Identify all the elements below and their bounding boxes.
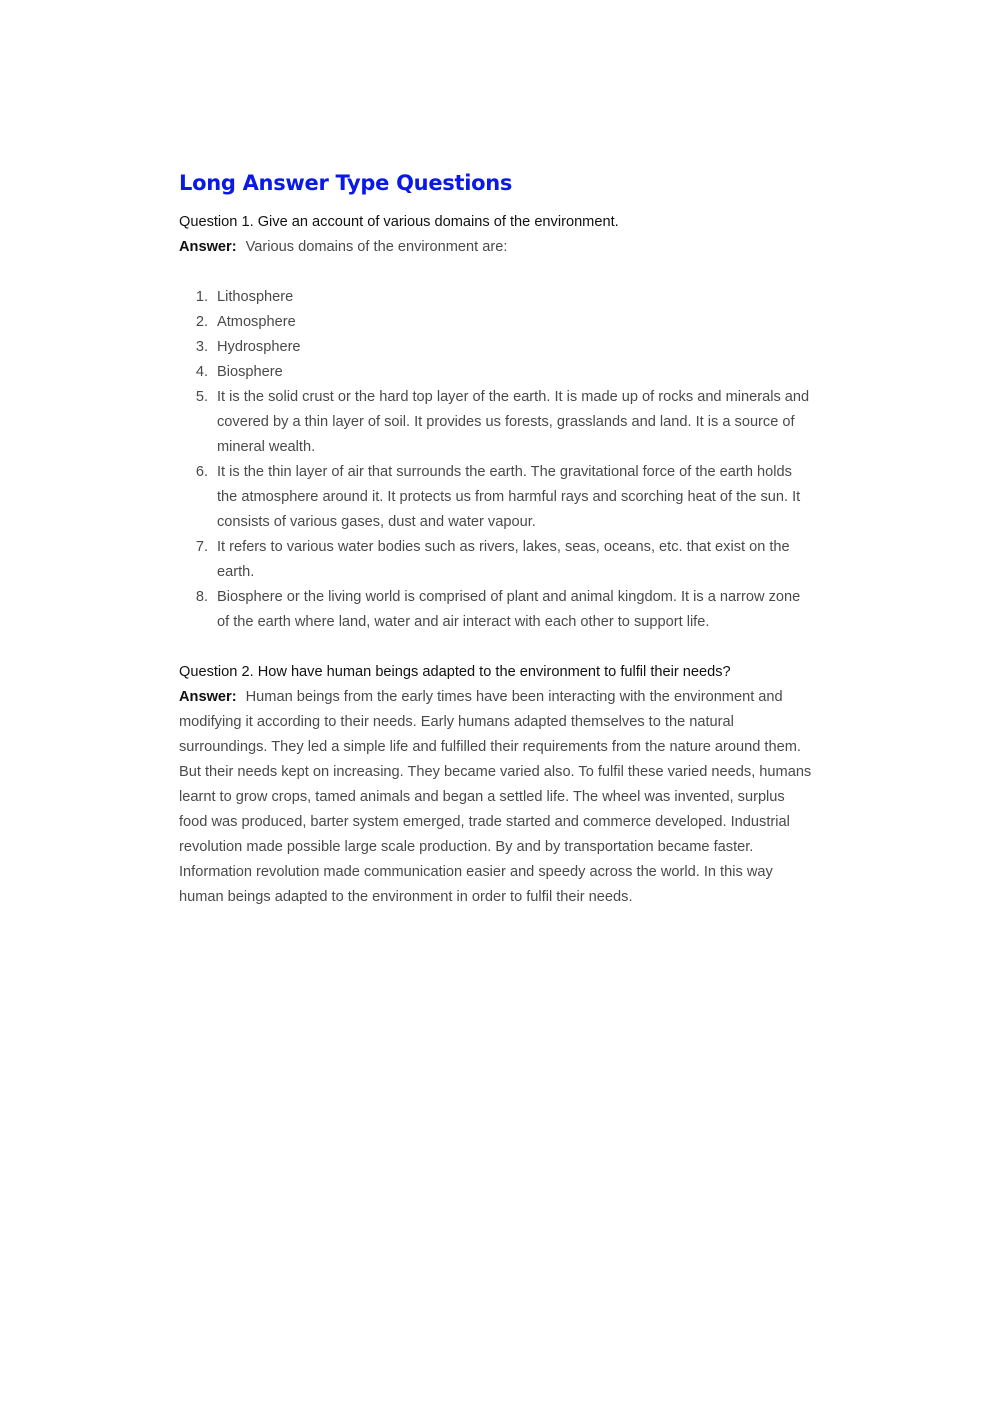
question-2: Question 2. How have human beings adapted to the environment to fulfil their needs? xyxy=(179,664,731,680)
list-text: Biosphere or the living world is comprised of plant and animal kingdom. It is a narrow zone of the earth where land, water and air interact with each other to support life. xyxy=(217,589,801,630)
list-item xyxy=(179,385,814,460)
list-text: Biosphere xyxy=(217,364,283,380)
answer-2-text: Human beings from the early times have been interacting with the environment and modifying it according to their needs. Early humans adapted themselves to the natural surroundings. They led a simple life and fulfilled their requirements from the nature around them. But their needs kept on increasing. They became varied also. To fulfil these varied needs, humans learnt to grow crops, tamed animals and began a settled life. The wheel was invented, surplus food was produced, barter system emerged, trade started and commerce developed. Industrial revolution made possible large scale production. By and by transportation became faster. Information revolution made communication easier and speedy across the world. In this way human beings adapted to the environment in order to fulfil their needs. xyxy=(179,689,812,905)
list-text: It is the thin layer of air that surrounds the earth. The gravitational force of the earth holds the atmosphere around it. It protects us from harmful rays and scorching heat of the sun. It consists of various gases, dust and water vapour. xyxy=(217,464,801,530)
answer-label: Answer: xyxy=(179,239,237,255)
list-text: Atmosphere xyxy=(217,314,296,330)
list-text: Lithosphere xyxy=(217,289,294,305)
list-item xyxy=(179,535,814,585)
page-heading: Long Answer Type Questions xyxy=(179,171,513,195)
list-number: 4. xyxy=(195,364,208,380)
document-page xyxy=(179,168,814,910)
list-number: 8. xyxy=(195,589,208,605)
list-number: 1. xyxy=(195,289,208,305)
list-text: It is the solid crust or the hard top layer of the earth. It is made up of rocks and minerals and covered by a thin layer of soil. It provides us forests, grasslands and land. It is a source of mineral wealth. xyxy=(217,389,810,455)
list-item xyxy=(179,585,814,635)
list-number: 2. xyxy=(195,314,208,330)
list-item xyxy=(179,310,814,335)
list-item xyxy=(179,335,814,360)
answer-1-intro xyxy=(179,235,814,260)
answer-1-intro-text: Various domains of the environment are: xyxy=(245,239,508,255)
list-item xyxy=(179,360,814,385)
list-item xyxy=(179,285,814,310)
answer-2 xyxy=(179,685,814,910)
list-text: Hydrosphere xyxy=(217,339,301,355)
question-1: Question 1. Give an account of various domains of the environment. xyxy=(179,214,619,230)
list-number: 5. xyxy=(195,389,208,405)
answer-label: Answer: xyxy=(179,689,237,705)
list-number: 6. xyxy=(195,464,208,480)
list-number: 3. xyxy=(195,339,208,355)
list-text: It refers to various water bodies such as rivers, lakes, seas, oceans, etc. that exist on the earth. xyxy=(217,539,790,580)
list-number: 7. xyxy=(195,539,208,555)
list-item xyxy=(179,460,814,535)
domains-list xyxy=(179,285,814,635)
